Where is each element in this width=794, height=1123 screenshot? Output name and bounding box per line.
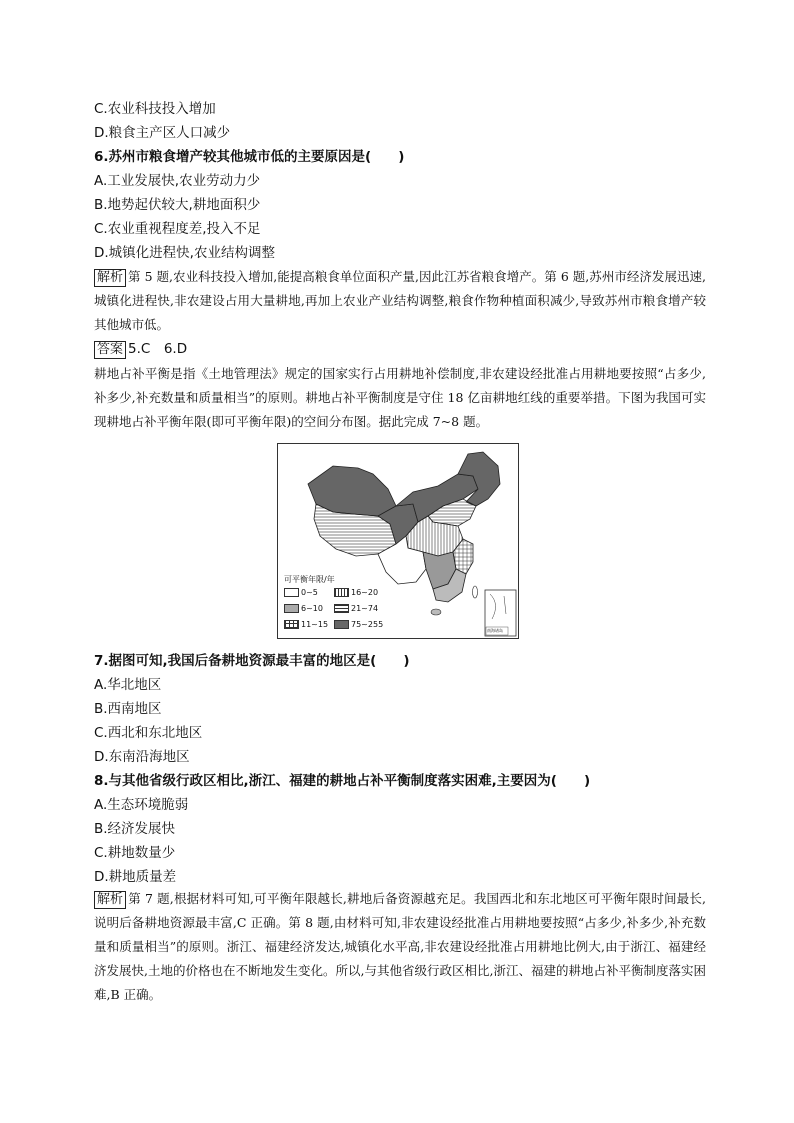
legend-swatch <box>334 604 349 613</box>
legend-title: 可平衡年限/年 <box>284 575 335 584</box>
legend-item-16-20: 16~20 <box>334 588 378 597</box>
q8-option-c: C.耕地数量少 <box>94 845 176 861</box>
legend-swatch <box>284 604 299 613</box>
q6-option-c: C.农业重视程度差,投入不足 <box>94 221 261 237</box>
q7-option-b: B.西南地区 <box>94 701 162 717</box>
answer-5-6 <box>94 340 187 359</box>
legend-item-21-74: 21~74 <box>334 604 378 613</box>
inset-label: 南海诸岛 <box>487 628 503 633</box>
china-farmland-balance-map <box>277 443 519 639</box>
region-taiwan <box>473 586 478 598</box>
q8-stem: 8.与其他省级行政区相比,浙江、福建的耕地占补平衡制度落实困难,主要因为( ) <box>94 773 591 789</box>
q6-option-d: D.城镇化进程快,农业结构调整 <box>94 245 275 261</box>
region-hainan <box>431 609 441 615</box>
answer-text: 5.C 6.D <box>128 341 188 357</box>
q8-option-d: D.耕地质量差 <box>94 869 177 885</box>
q7-option-d: D.东南沿海地区 <box>94 749 190 765</box>
explanation-tag: 解析 <box>94 891 126 909</box>
q5-option-d: D.粮食主产区人口减少 <box>94 125 231 141</box>
q6-stem: 6.苏州市粮食增产较其他城市低的主要原因是( ) <box>94 149 405 165</box>
explanation-text: 第 5 题,农业科技投入增加,能提高粮食单位面积产量,因此江苏省粮食增产。第 6 题,苏州市经济发展迅速,城镇化进程快,非农建设占用大量耕地,再加上农业产业结构调整,粮食作物种植面积减少,导致苏州市粮食增产较其他城市低。 <box>94 269 706 332</box>
legend-swatch <box>334 620 349 629</box>
q7-stem: 7.据图可知,我国后备耕地资源最丰富的地区是( ) <box>94 653 410 669</box>
q6-option-b: B.地势起伏较大,耕地面积少 <box>94 197 261 213</box>
legend-item-0-5: 0~5 <box>284 588 318 597</box>
explanation-7-8 <box>94 887 706 1007</box>
legend-item-11-15: 11~15 <box>284 620 328 629</box>
q5-option-c: C.农业科技投入增加 <box>94 101 216 117</box>
explanation-text: 第 7 题,根据材料可知,可平衡年限越长,耕地后备资源越充足。我国西北和东北地区可平衡年限时间最长,说明后备耕地资源最丰富,C 正确。第 8 题,由材料可知,非农建设经批准占用耕地要按照“占多少,补多少,补充数量和质量相当”的原则。浙江、福建经济发达,城镇化水平高,非农建设经批准占用耕地比例大,由于浙江、福建经济发展快,土地的价格也在不断地发生变化。所以,与其他省级行政区相比,浙江、福建的耕地占补平衡制度落实困难,B 正确。 <box>94 891 706 1002</box>
legend-item-75-255: 75~255 <box>334 620 383 629</box>
q7-option-a: A.华北地区 <box>94 677 162 693</box>
explanation-tag: 解析 <box>94 269 126 287</box>
q8-option-a: A.生态环境脆弱 <box>94 797 189 813</box>
q6-option-a: A.工业发展快,农业劳动力少 <box>94 173 261 189</box>
legend-item-6-10: 6~10 <box>284 604 323 613</box>
answer-tag: 答案 <box>94 341 126 359</box>
legend-swatch <box>284 620 299 629</box>
explanation-5-6 <box>94 265 706 337</box>
material-paragraph: 耕地占补平衡是指《土地管理法》规定的国家实行占用耕地补偿制度,非农建设经批准占用耕地要按照“占多少,补多少,补充数量和质量相当”的原则。耕地占补平衡制度是守住 18 亿亩耕地红线的重要举措。下图为我国可实现耕地占补平衡年限(即可平衡年限)的空间分布图。据此完成 7~8 题。 <box>94 366 706 429</box>
legend-swatch <box>334 588 349 597</box>
legend-swatch <box>284 588 299 597</box>
q8-option-b: B.经济发展快 <box>94 821 176 837</box>
q7-option-c: C.西北和东北地区 <box>94 725 203 741</box>
